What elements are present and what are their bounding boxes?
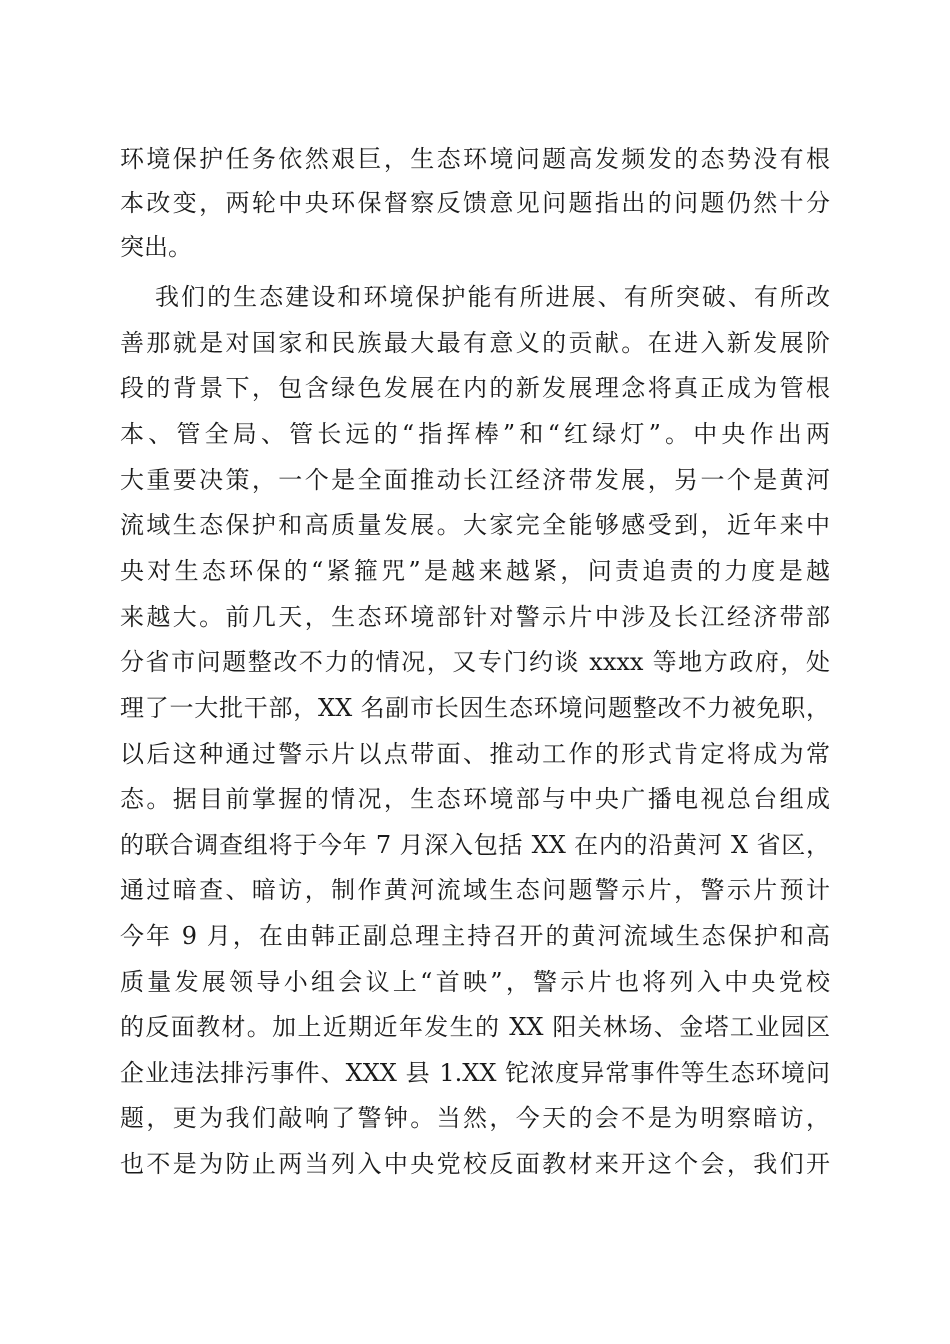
paragraph-2-line-17: 的反面教材。加上近期近年发生的 XX 阳关林场、金塔工业园区 <box>120 1013 830 1041</box>
paragraph-2-line-19: 题，更为我们敲响了警钟。当然，今天的会不是为明察暗访， <box>120 1104 830 1132</box>
paragraph-2-line-18: 企业违法排污事件、XXX 县 1.XX 铊浓度异常事件等生态环境问 <box>120 1059 830 1087</box>
paragraph-1-line-3: 突出。 <box>120 233 192 261</box>
paragraph-2-line-1: 我们的生态建设和环境保护能有所进展、有所突破、有所改 <box>155 283 830 311</box>
paragraph-1-line-2: 本改变，两轮中央环保督察反馈意见问题指出的问题仍然十分 <box>120 189 830 217</box>
paragraph-2-line-7: 央对生态环保的“紧箍咒”是越来越紧，问责追责的力度是越 <box>120 557 830 585</box>
paragraph-2-line-6: 流域生态保护和高质量发展。大家完全能够感受到，近年来中 <box>120 511 830 539</box>
paragraph-2-line-15: 今年 9 月，在由韩正副总理主持召开的黄河流域生态保护和高 <box>120 922 830 950</box>
paragraph-2-line-13: 的联合调查组将于今年 7 月深入包括 XX 在内的沿黄河 X 省区， <box>120 831 830 859</box>
paragraph-2-line-5: 大重要决策，一个是全面推动长江经济带发展，另一个是黄河 <box>120 466 830 494</box>
paragraph-2-line-3: 段的背景下，包含绿色发展在内的新发展理念将真正成为管根 <box>120 374 830 402</box>
paragraph-2-line-20: 也不是为防止两当列入中央党校反面教材来开这个会，我们开 <box>120 1150 830 1178</box>
paragraph-2-line-10: 理了一大批干部，XX 名副市长因生态环境问题整改不力被免职， <box>120 694 830 722</box>
paragraph-1-line-1: 环境保护任务依然艰巨，生态环境问题高发频发的态势没有根 <box>120 145 830 173</box>
paragraph-2-line-11: 以后这种通过警示片以点带面、推动工作的形式肯定将成为常 <box>120 740 830 768</box>
paragraph-2-line-8: 来越大。前几天，生态环境部针对警示片中涉及长江经济带部 <box>120 603 830 631</box>
paragraph-2-line-4: 本、管全局、管长远的“指挥棒”和“红绿灯”。中央作出两 <box>120 420 830 448</box>
paragraph-2-line-16: 质量发展领导小组会议上“首映”，警示片也将列入中央党校 <box>120 968 830 996</box>
paragraph-2-line-2: 善那就是对国家和民族最大最有意义的贡献。在进入新发展阶 <box>120 329 830 357</box>
paragraph-2-line-9: 分省市问题整改不力的情况，又专门约谈 xxxx 等地方政府，处 <box>120 648 830 676</box>
paragraph-2-line-12: 态。据目前掌握的情况，生态环境部与中央广播电视总台组成 <box>120 785 830 813</box>
paragraph-2-line-14: 通过暗查、暗访，制作黄河流域生态问题警示片，警示片预计 <box>120 876 830 904</box>
